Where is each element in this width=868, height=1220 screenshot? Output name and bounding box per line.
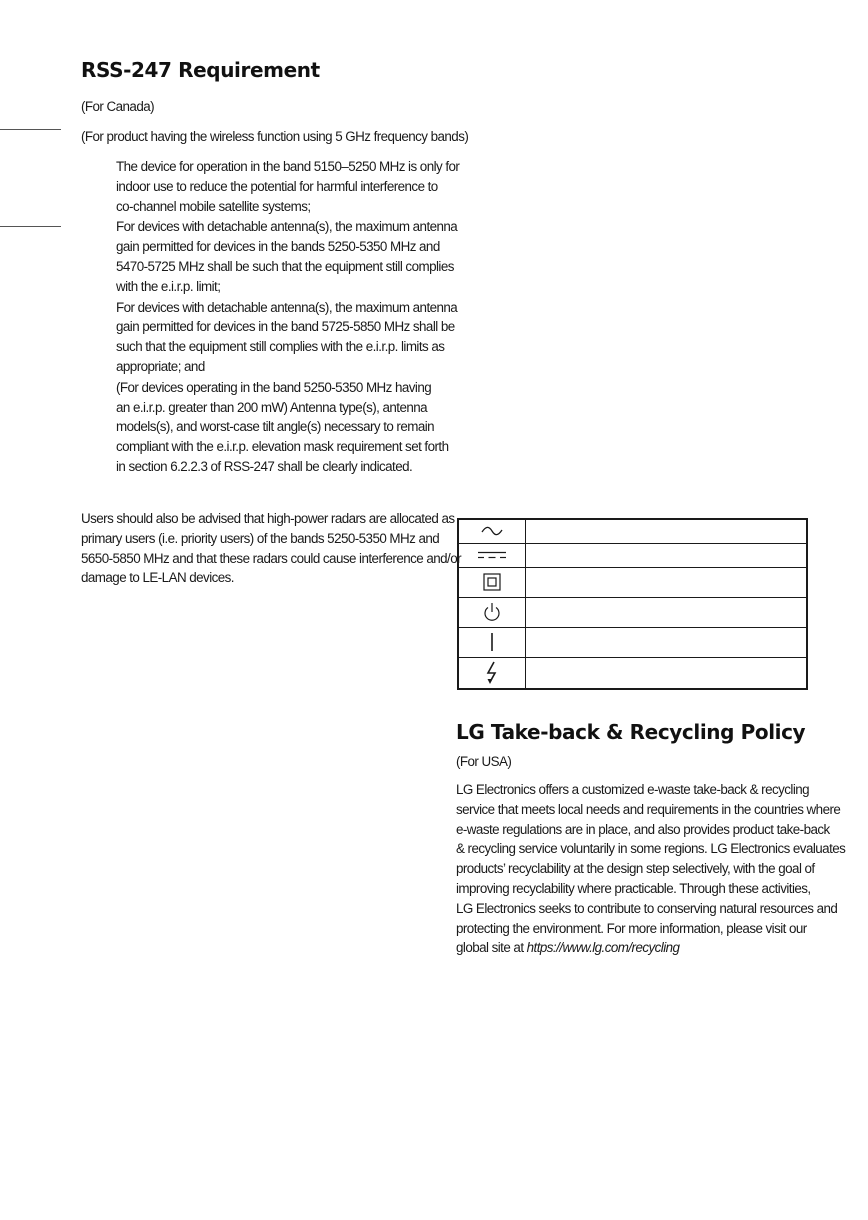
recycling-line-7: LG Electronics seeks to contribute to conserving natural resources and: [456, 900, 838, 916]
for-usa-label: (For USA): [456, 754, 512, 769]
rss-heading: RSS-247 Requirement: [81, 58, 320, 82]
bullet-1-line-2: indoor use to reduce the potential for harmful interference to: [116, 178, 438, 194]
bullet-4-line-1: (For devices operating in the band 5250-5350 MHz having: [116, 379, 432, 395]
users-note-line-2: primary users (i.e. priority users) of the bands 5250-5350 MHz and: [81, 530, 440, 546]
description-cell: [526, 567, 808, 597]
users-note-line-4: damage to LE-LAN devices.: [81, 570, 234, 586]
recycling-line-9: [456, 938, 845, 958]
symbol-cell: [458, 543, 526, 567]
bullet-2-line-4: with the e.i.r.p. limit;: [116, 278, 221, 294]
symbol-cell: [458, 657, 526, 689]
margin-marker-bottom: [0, 226, 61, 227]
recycling-line-6: improving recyclability where practicable. Through these activities,: [456, 880, 811, 896]
bullet-3-line-4: appropriate; and: [116, 358, 205, 374]
recycling-heading: LG Take-back & Recycling Policy: [456, 720, 806, 744]
recycling-line-1: LG Electronics offers a customized e-waste take-back & recycling: [456, 782, 810, 797]
symbol-cell: [458, 519, 526, 543]
alternating-current-icon: [481, 526, 503, 536]
symbol-cell: [458, 567, 526, 597]
table-row: [458, 627, 807, 657]
table-row: [458, 567, 807, 597]
list-item: [116, 217, 458, 296]
radar-users-note: [81, 509, 461, 588]
rss-bullet-list: [116, 157, 460, 478]
symbol-cell: [458, 597, 526, 627]
bullet-4-line-2: an e.i.r.p. greater than 200 mW) Antenna type(s), antenna: [116, 399, 428, 415]
users-note-line-1: Users should also be advised that high-power radars are allocated as: [81, 511, 455, 526]
recycling-line-2: service that meets local needs and requirements in the countries where: [456, 801, 841, 817]
margin-marker-top: [0, 129, 61, 130]
list-item: [116, 298, 458, 377]
bullet-4-line-4: compliant with the e.i.r.p. elevation mask requirement set forth: [116, 439, 449, 455]
bullet-1-line-3: co-channel mobile satellite systems;: [116, 198, 311, 214]
recycling-line-5: products’ recyclability at the design step selectively, with the goal of: [456, 861, 815, 877]
for-product-label: (For product having the wireless function using 5 GHz frequency bands): [81, 129, 469, 144]
description-cell: [526, 543, 808, 567]
users-note-line-3: 5650-5850 MHz and that these radars could cause interference and/or: [81, 550, 462, 566]
standby-icon: [483, 602, 501, 622]
bullet-2-line-1: For devices with detachable antenna(s), the maximum antenna: [116, 219, 458, 235]
table-row: [458, 657, 807, 689]
description-cell: [526, 627, 808, 657]
recycling-line-4: & recycling service voluntarily in some regions. LG Electronics evaluates: [456, 841, 846, 857]
bullet-2-line-2: gain permitted for devices in the bands 5250-5350 MHz and: [116, 239, 440, 255]
symbols-table: [457, 518, 808, 690]
class-ii-equipment-icon: [483, 573, 501, 591]
bullet-3-line-2: gain permitted for devices in the band 5725-5850 MHz shall be: [116, 319, 455, 335]
symbol-cell: [458, 627, 526, 657]
power-on-icon: [489, 632, 495, 652]
description-cell: [526, 597, 808, 627]
list-item: [116, 378, 449, 477]
dangerous-voltage-icon: [485, 661, 499, 685]
description-cell: [526, 657, 808, 689]
list-item: [116, 157, 460, 216]
table-row: [458, 519, 807, 543]
table-row: [458, 597, 807, 627]
recycling-line-8: protecting the environment. For more information, please visit our: [456, 920, 807, 936]
bullet-2-line-3: 5470-5725 MHz shall be such that the equipment still complies: [116, 258, 454, 274]
description-cell: [526, 519, 808, 543]
bullet-3-line-3: such that the equipment still complies with the e.i.r.p. limits as: [116, 339, 445, 355]
recycling-line-3: e-waste regulations are in place, and also provides product take-back: [456, 821, 830, 837]
direct-current-icon: [477, 550, 507, 560]
recycling-paragraph: [456, 780, 845, 958]
bullet-4-line-3: models(s), and worst-case tilt angle(s) necessary to remain: [116, 419, 435, 435]
recycling-site-link[interactable]: https://www.lg.com/recycling: [526, 940, 680, 956]
recycling-link-prefix: global site at: [456, 940, 527, 956]
table-row: [458, 543, 807, 567]
for-canada-label: (For Canada): [81, 99, 155, 114]
bullet-1-line-1: The device for operation in the band 5150–5250 MHz is only for: [116, 159, 460, 174]
bullet-3-line-1: For devices with detachable antenna(s), the maximum antenna: [116, 299, 458, 315]
bullet-4-line-5: in section 6.2.2.3 of RSS-247 shall be clearly indicated.: [116, 458, 413, 474]
